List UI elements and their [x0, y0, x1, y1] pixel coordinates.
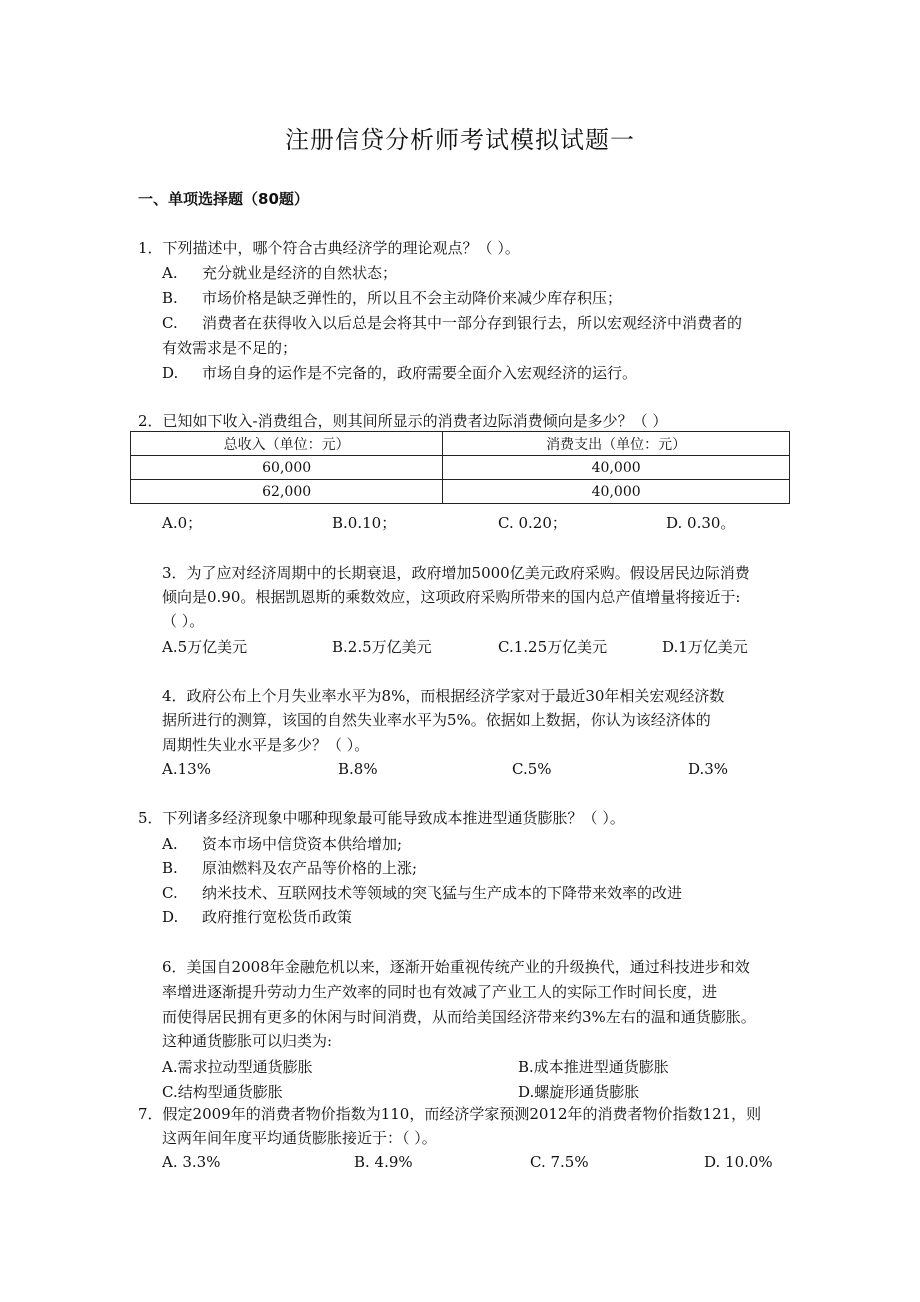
question-5-option-b [162, 858, 417, 878]
question-3-choice-d: D.1万亿美元 [662, 638, 748, 656]
question-4-line-3: 周期性失业水平是多少？（ ）。 [162, 736, 370, 754]
option-text: 纳米技术、互联网技术等领域的突飞猛与生产成本的下降带来效率的改进 [202, 884, 683, 902]
question-1-stem: 1．下列描述中，哪个符合古典经济学的理论观点？（ ）。 [138, 239, 520, 257]
option-text: 消费者在获得收入以后总是会将其中一部分存到银行去，所以宏观经济中消费者的 [202, 314, 743, 332]
question-4-line-2: 据所进行的测算，该国的自然失业率水平为5%。依据如上数据，你认为该经济体的 [162, 711, 711, 729]
question-2-choice-c: C. 0.20； [498, 514, 567, 532]
section-heading: 一、单项选择题（80题） [138, 190, 309, 208]
option-letter: D. [162, 908, 179, 926]
income-consumption-table [130, 431, 790, 504]
option-text: 资本市场中信贷资本供给增加; [202, 835, 403, 853]
question-5-stem: 5．下列诸多经济现象中哪种现象最可能导致成本推进型通货膨胀？（ ）。 [138, 809, 625, 827]
question-2-stem: 2．已知如下收入-消费组合，则其间所显示的消费者边际消费倾向是多少？（ ） [138, 412, 668, 430]
question-6-choice-a: A.需求拉动型通货膨胀 [162, 1058, 313, 1076]
option-text: 政府推行宽松货币政策 [202, 908, 353, 926]
table-row [131, 456, 790, 480]
table-cell: 60,000 [131, 456, 443, 480]
table-header-row [131, 432, 790, 456]
option-text: 原油燃料及农产品等价格的上涨; [202, 859, 418, 877]
question-7-choice-a: A. 3.3% [162, 1153, 221, 1171]
option-letter: C. [162, 314, 178, 332]
question-3-choice-b: B.2.5万亿美元 [332, 638, 432, 656]
question-4-choice-a: A.13% [162, 760, 211, 778]
question-5-option-d [162, 907, 352, 927]
question-3-choice-a: A.5万亿美元 [162, 638, 248, 656]
question-6-line-4: 这种通货膨胀可以归类为: [162, 1032, 333, 1050]
option-text: 市场自身的运作是不完备的，政府需要全面介入宏观经济的运行。 [202, 364, 638, 382]
question-3-line-2: 倾向是0.90。根据凯恩斯的乘数效应，这项政府采购所带来的国内总产值增量将接近于: [162, 588, 741, 606]
page-title: 注册信贷分析师考试模拟试题一 [285, 126, 635, 154]
question-6-line-3: 而使得居民拥有更多的休闲与时间消费，从而给美国经济带来约3%左右的温和通货膨胀。 [162, 1008, 756, 1026]
option-letter: A. [162, 264, 178, 282]
question-1-option-a [162, 263, 397, 283]
question-1-option-b [162, 288, 622, 308]
question-4-choice-d: D.3% [688, 760, 729, 778]
question-7-choice-d: D. 10.0% [704, 1153, 773, 1171]
question-7-choice-b: B. 4.9% [354, 1153, 413, 1171]
question-4-choice-c: C.5% [512, 760, 552, 778]
question-2-choice-a: A.0； [162, 514, 203, 532]
question-7-line-1: 7．假定2009年的消费者物价指数为110，而经济学家预测2012年的消费者物价指数121，则 [138, 1105, 762, 1123]
option-letter: C. [162, 884, 178, 902]
table-cell: 40,000 [443, 480, 790, 504]
question-2-choice-b: B.0.10； [332, 514, 397, 532]
table-cell: 62,000 [131, 480, 443, 504]
option-text: 市场价格是缺乏弹性的，所以且不会主动降价来减少库存积压； [202, 289, 623, 307]
question-6-line-2: 率增进逐渐提升劳动力生产效率的同时也有效减了产业工人的实际工作时间长度，进 [162, 983, 718, 1001]
question-2-choice-d: D. 0.30。 [666, 514, 736, 532]
question-1-option-d [162, 363, 637, 383]
question-6-choice-c: C.结构型通货膨胀 [162, 1083, 283, 1101]
table-row [131, 480, 790, 504]
question-1-option-c-continued [162, 338, 297, 358]
question-7-line-2: 这两年间年度平均通货膨胀接近于：（ ）。 [162, 1129, 437, 1147]
table-header-cell: 总收入（单位：元） [131, 432, 443, 456]
option-letter: B. [162, 289, 178, 307]
question-5-option-c [162, 883, 682, 903]
option-letter: A. [162, 835, 178, 853]
question-4-line-1: 4．政府公布上个月失业率水平为8%，而根据经济学家对于最近30年相关宏观经济数 [162, 687, 725, 705]
question-3-choice-c: C.1.25万亿美元 [498, 638, 608, 656]
question-6-choice-b: B.成本推进型通货膨胀 [518, 1058, 669, 1076]
question-6-choice-d: D.螺旋形通货膨胀 [518, 1083, 640, 1101]
option-text: 有效需求是不足的； [162, 339, 298, 357]
question-4-choice-b: B.8% [338, 760, 378, 778]
question-7-choice-c: C. 7.5% [530, 1153, 589, 1171]
table-cell: 40,000 [443, 456, 790, 480]
question-6-line-1: 6．美国自2008年金融危机以来，逐渐开始重视传统产业的升级换代，通过科技进步和效 [162, 958, 750, 976]
option-letter: D. [162, 364, 179, 382]
table-header-cell: 消费支出（单位：元） [443, 432, 790, 456]
question-5-option-a [162, 834, 402, 854]
question-3-line-3: （ ）。 [162, 612, 205, 630]
option-letter: B. [162, 859, 178, 877]
question-1-option-c [162, 313, 742, 333]
option-text: 充分就业是经济的自然状态； [202, 264, 398, 282]
question-3-line-1: 3．为了应对经济周期中的长期衰退，政府增加5000亿美元政府采购。假设居民边际消费 [162, 564, 750, 582]
